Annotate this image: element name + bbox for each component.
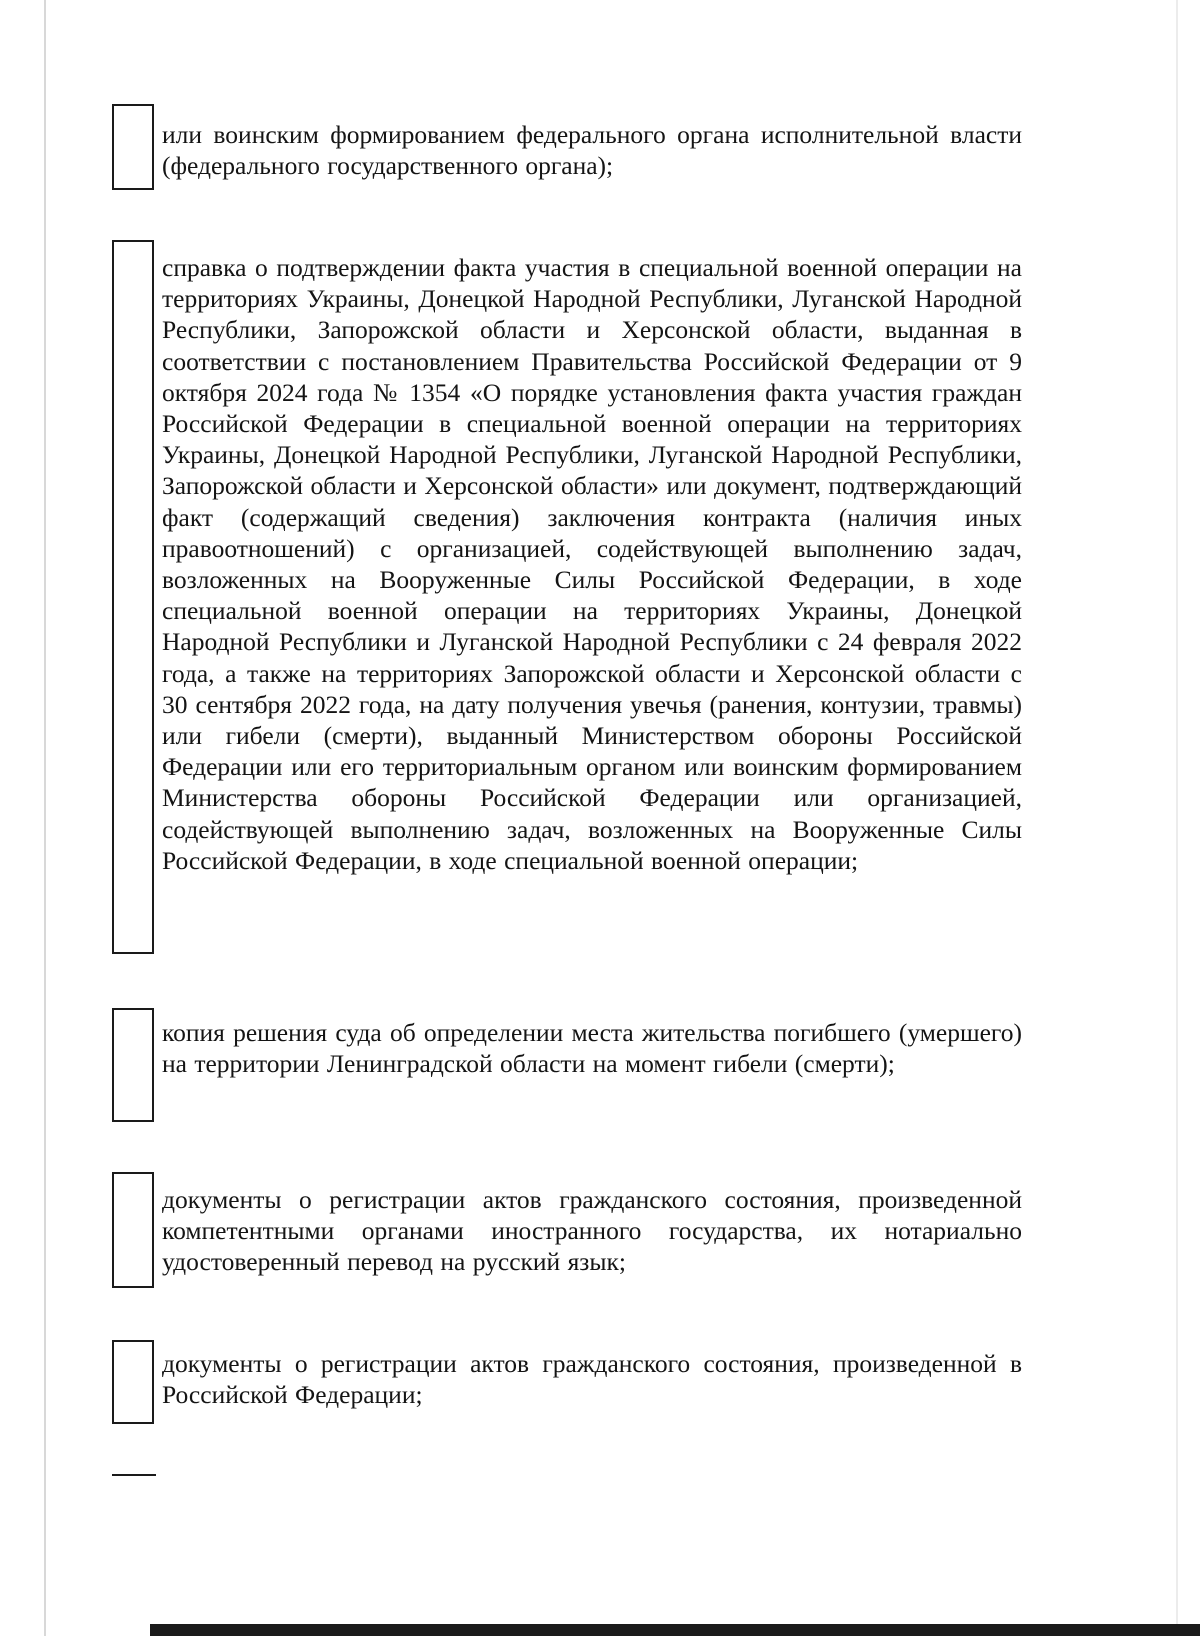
item-text-2: справка о подтверждении факта участия в специальной военной операции на территориях Украины, Донецкой Народной Республики, Луганской Народной Республики, Запорожской области и Херсонской области, выданная в соответствии с постановлением Правительства Российской Федерации от 9 октября 2024 года № 1354 «О порядке установления факта участия граждан Российской Федерации в специальной военной операции на территориях Украины, Донецкой Народной Республики, Луганской Народной Республики, Запорожской области и Херсонской области» или документ, подтверждающий факт (содержащий сведения) заключения контракта (наличия иных правоотношений) с организацией, содействующей выполнению задач, возложенных на Вооруженные Силы Российской Федерации, в ходе специальной военной операции на территориях Украины, Донецкой Народной Республики и Луганской Народной Республики с 24 февраля 2022 года, а также на территориях Запорожской области и Херсонской области с 30 сентября 2022 года, на дату получения увечья (ранения, контузии, травмы) или гибели (смерти), выданный Министерством обороны Российской Федерации или его территориальным органом или воинским формированием Министерства обороны Российской Федерации или организацией, содействующей выполнению задач, возложенных на Вооруженные Силы Российской Федерации, в ходе специальной военной операции; [162, 253, 1022, 875]
scan-edge-left [44, 0, 46, 1636]
checkbox-4[interactable] [112, 1172, 154, 1288]
trailing-rule [112, 1474, 156, 1476]
checkbox-3[interactable] [112, 1008, 154, 1122]
scan-edge-right [1176, 0, 1178, 1636]
item-text-5: документы о регистрации актов гражданского состояния, произведенной в Российской Федерации; [162, 1349, 1022, 1410]
item-text-4: документы о регистрации актов гражданского состояния, произведенной компетентными органами иностранного государства, их нотариально удостоверенный перевод на русский язык; [162, 1185, 1022, 1277]
item-text-3: копия решения суда об определении места жительства погибшего (умершего) на территории Ленинградской области на момент гибели (смерти); [162, 1018, 1022, 1079]
checkbox-2[interactable] [112, 240, 154, 954]
checkbox-5[interactable] [112, 1340, 154, 1424]
item-text-1: или воинским формированием федерального органа исполнительной власти (федерального государственного органа); [162, 120, 1022, 181]
checkbox-1[interactable] [112, 104, 154, 190]
scan-edge-bottom [150, 1624, 1200, 1636]
